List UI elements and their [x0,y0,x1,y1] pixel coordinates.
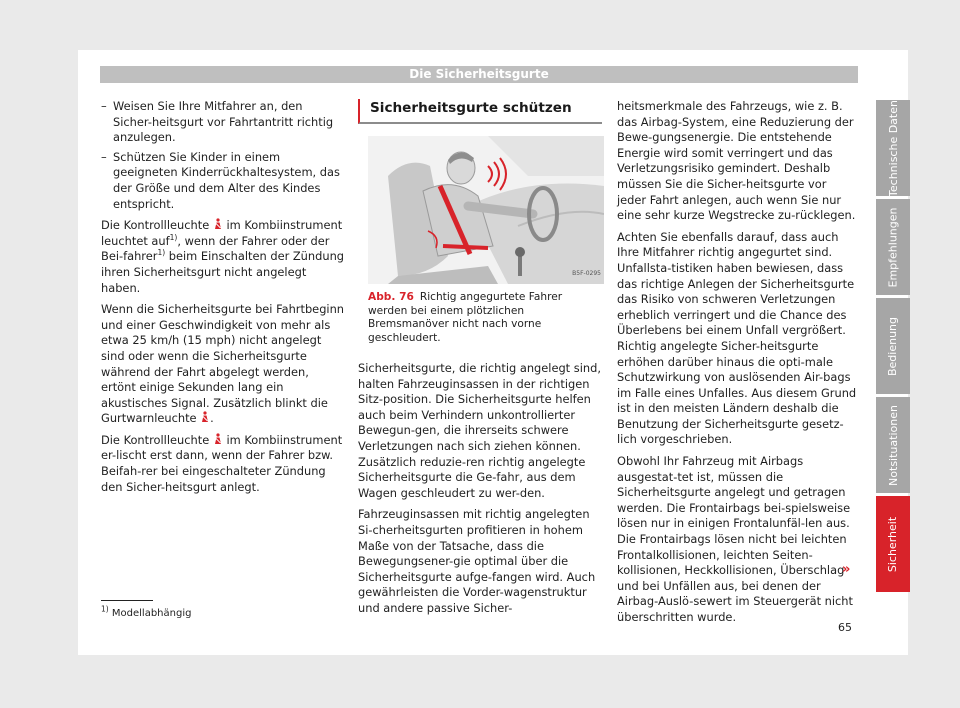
right-column [617,99,857,632]
tab-label: Empfehlungen [886,207,900,287]
paragraph: Achten Sie ebenfalls darauf, dass auch Ihre Mitfahrer richtig angegurtet sind. Unfallsta-tistiken haben bewiesen, dass das richtige Anlegen der Sicherheitsgurte das Risiko von schweren Verletzungen erheblich verringert und die Chance des Überlebens bei einem Unfall vergrößert. Richtig angelegte Sicher-heitsgurte erhöhen darüber hinaus die opti-male Schutzwirkung von auslösenden Air-bags im Falle eines Unfalles. Aus diesem Grund ist in den meisten Ländern deshalb die Benutzung der Sicherheitsgurte gesetz-lich vorgeschrieben. [617,229,857,447]
caption-text: Richtig angegurtete Fahrer werden bei einem plötzlichen Bremsmanöver nicht nach vorne geschleudert. [368,291,563,344]
seatbelt-warning-icon [213,218,223,230]
tab-label: Notsituationen [886,404,900,486]
tab-notsituationen[interactable] [876,397,910,493]
tab-sicherheit[interactable] [876,496,910,592]
text-span: Die Kontrollleuchte [101,218,210,233]
seatbelt-warning-icon [213,433,223,445]
tab-label: Sicherheit [886,516,900,572]
page-number: 65 [838,621,852,634]
caption-label: Abb. 76 [368,291,414,303]
footnote-marker: 1) [101,604,109,614]
footnote [101,604,192,619]
text-span: . [210,411,214,426]
paragraph [101,302,345,427]
tab-technische-daten[interactable] [876,100,910,196]
figure-caption [368,291,602,345]
footnote-ref[interactable]: 1) [157,248,166,258]
section-title: Sicherheitsgurte schützen [358,99,602,124]
text-span: Die Kontrollleuchte [101,432,210,447]
footnote-text: Modellabhängig [111,608,192,619]
tab-label: Technische Daten [886,99,900,197]
footnote-ref[interactable]: 1) [169,232,178,242]
figure-code: B5F-0295 [572,270,601,278]
text-span: im Kombiinstrument leuchtet auf [101,218,343,248]
bullet-list [101,99,345,212]
text-span: , wenn der Fahrer oder der Bei-fahrer [101,233,330,264]
paragraph [101,433,345,495]
left-column [101,99,345,501]
list-item: – Schützen Sie Kinder in einem geeigneten Kinderrückhaltesystem, das der Größe und dem Alter des Kindes entspricht. [101,150,345,212]
paragraph: Fahrzeuginsassen mit richtig angelegten Si-cherheitsgurten profitieren in hohem Maße von der Tatsache, dass die Bewegungsener-gie optimal über die Sicherheitsgurte aufge-fangen wird. Auch gewährleisten die Vorder-wagenstruktur und andere passive Sicher- [358,507,596,615]
middle-column [358,99,602,623]
paragraph: Sicherheitsgurte, die richtig angelegt sind, halten Fahrzeuginsassen in der richtigen Sitz-position. Die Sicherheitsgurte helfen auch beim Verhindern unkontrollierter Bewegun-gen, die ihrerseits schwere Verletzungen nach sich ziehen können. Zusätzlich reduzie-ren richtig angelegte Sicherheitsgurte die Ge-fahr, aus dem Wagen geschleudert zu wer-den. [358,361,601,500]
tab-label: Bedienung [886,316,900,376]
paragraph: heitsmerkmale des Fahrzeugs, wie z. B. das Airbag-System, eine Reduzierung der Bewe-gungsenergie. Die entstehende Energie wird somit verringert und das Verletzungsrisiko gemindert. Deshalb müssen Sie die Sicher-heitsgurte vor jeder Fahrt anlegen, auch wenn Sie nur eine sehr kurze Wegstrecke zu-rücklegen. [617,99,856,223]
text-span: Wenn die Sicherheitsgurte bei Fahrtbeginn und einer Geschwindigkeit von mehr als etwa 25 km/h (15 mph) nicht angelegt sind oder wenn die Sicherheitsgurte während der Fahrt abgelegt werden, ertönt einige Sekunden lang ein akustisches Signal. Zusätzlich blinkt die Gurtwarnleuchte [101,302,345,426]
footnote-divider [101,600,153,601]
seatbelt-warning-icon [200,411,210,423]
text-span: beim Einschalten der Zündung ihren Sicherheitsgurt nicht angelegt haben. [101,249,345,295]
page-header: Die Sicherheitsgurte [100,66,858,83]
text-span: im Kombiinstrument er-lischt erst dann, wenn der Fahrer bzw. Beifah-rer bei eingeschalteter Zündung den Sicher-heitsgurt anlegt. [101,432,343,494]
side-tabs [876,100,910,595]
paragraph: Obwohl Ihr Fahrzeug mit Airbags ausgestat-tet ist, müssen die Sicherheitsgurte angelegt und getragen werden. Die Frontairbags bei-spielsweise lösen nur in einigen Frontalunfäl-len aus. Die Frontairbags lösen nicht bei leichten Frontalkollisionen, leichten Seiten-kollisionen, Heckkollisionen, Überschlag und bei Unfällen aus, bei denen der Airbag-Auslö-sewert im Steuergerät nicht überschritten wurde. [617,454,853,624]
figure-seatbelt-driver [368,136,604,284]
tab-empfehlungen[interactable] [876,199,910,295]
paragraph [101,218,345,296]
driver-illustration [368,136,604,284]
list-item: – Weisen Sie Ihre Mitfahrer an, den Sicher-heitsgurt vor Fahrtantritt richtig anzulegen. [101,99,345,146]
continue-arrow-icon[interactable]: » [842,562,851,577]
tab-bedienung[interactable] [876,298,910,394]
